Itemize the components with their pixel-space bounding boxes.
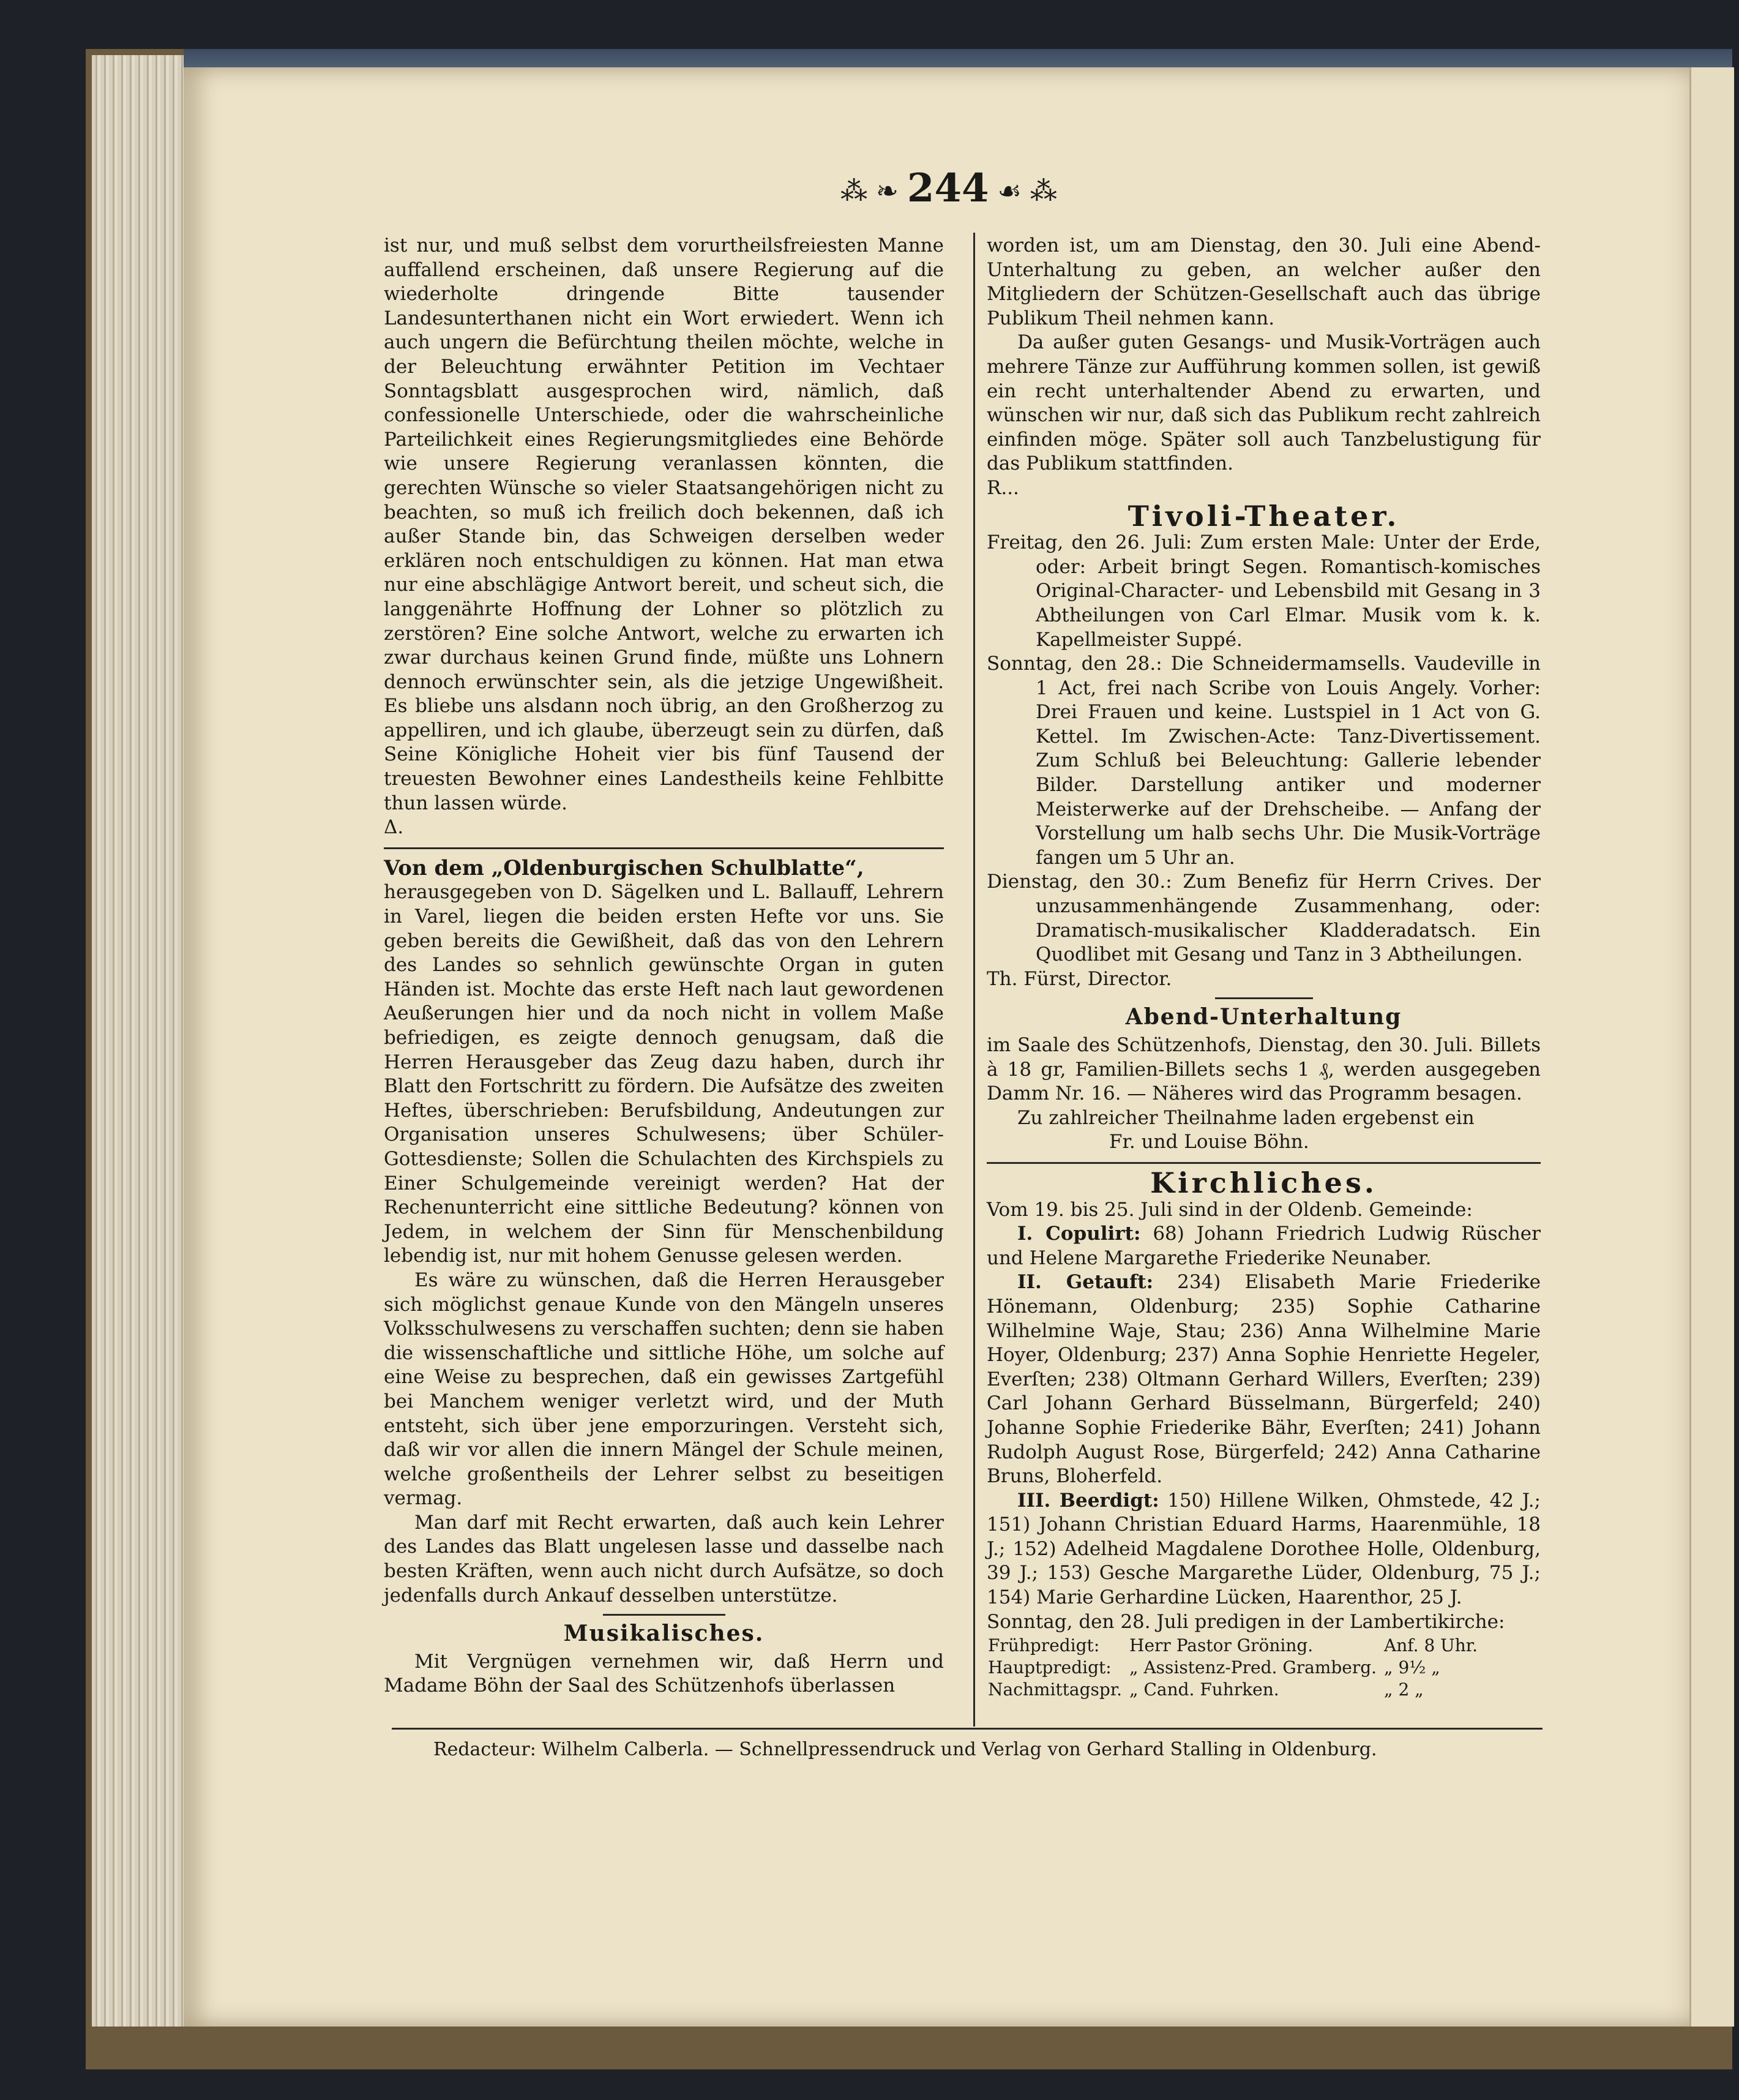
kirchliches-heading: Kirchliches. — [1150, 1166, 1377, 1199]
sermon-preacher: „ Assistenz-Pred. Gramberg. — [1129, 1657, 1377, 1678]
schulblatt-heading: Von dem „Oldenburgischen Schulblatte“, — [384, 855, 864, 880]
section-divider — [987, 1162, 1541, 1164]
abend-signature: Fr. und Louise Böhn. — [1109, 1131, 1309, 1153]
tivoli-heading: Tivoli-Theater. — [1128, 499, 1400, 533]
column-divider — [973, 233, 975, 1727]
schulblatt-text: herausgegeben von D. Sägelken und L. Ballauff, Lehrern in Varel, liegen die beiden ersten Hefte vor uns. Sie geben bereits die Gewißheit, daß das von den Lehrern des Landes so sehnlich gewünschte Organ in guten Händen ist. Mochte das erste Heft nach laut gewordenen Aeußerungen hier und da noch nicht in vollem Maße befriedigen, es zeigte dennoch genugsam, daß die Herren Herausgeber das Zeug dazu haben, durch ihr Blatt den Fortschritt zu fördern. Die Aufsätze des zweiten Heftes, überschrieben: Berufsbildung, Andeutungen zur Organisation unseres Schulwesens; über Schüler-Gottesdienste; Sollen die Schulachten des Kirchspiels zu Einer Schulgemeinde vereinigt werden? Hat der Rechenunterricht eine sittliche Bedeutung? können von Jedem, in welchem der Sinn für Menschenbildung lebendig ist, nur mit hohem Genusse gelesen werden. — [384, 881, 944, 1267]
abend-heading: Abend-Unterhaltung — [1125, 1004, 1402, 1030]
page-number-text: 244 — [907, 165, 989, 211]
sermon-service: Frühpredigt: — [988, 1635, 1100, 1656]
musik-text: Mit Vergnügen vernehmen wir, daß Herrn und Madame Böhn der Saal des Schützenhofs überlassen — [384, 1650, 944, 1697]
ornament-right-icon: ☙ ⁂ — [989, 176, 1057, 207]
imprint-footer: Redacteur: Wilhelm Calberla. — Schnellpressendruck und Verlag von Gerhard Stalling in Oldenburg. — [433, 1739, 1377, 1760]
sermon-preacher: „ Cand. Fuhrken. — [1129, 1679, 1279, 1700]
article-signature: Δ. — [384, 816, 404, 839]
musik-signature: R... — [987, 476, 1019, 499]
left-column — [384, 234, 944, 1698]
table-row — [988, 1679, 1484, 1700]
section-divider — [1215, 997, 1313, 999]
getauft-label: II. Getauft: — [1017, 1271, 1154, 1294]
beerdigt-text: 150) Hillene Wilken, Ohmstede, 42 J.; 151) Johann Christian Eduard Harms, Haarenmühle, 18 J.; 152) Adelheid Magdalene Dorothee Holle, Oldenburg, 39 J.; 153) Gesche Margarethe Lüder, Oldenburg, 75 J.; 154) Marie Gerhardine Lücken, Haarenthor, 25 J. — [987, 1489, 1541, 1609]
article-text: ist nur, und muß selbst dem vorurtheilsfreiesten Manne auffallend erscheinen, daß unsere Regierung auf die wiederholte dringende Bitte tausender Landesunterthanen nicht ein Wort erwiedert. Wenn ich auch ungern die Befürchtung theilen möchte, welche in der Beleuchtung erwähnter Petition im Vechtaer Sonntagsblatt ausgesprochen wird, nämlich, daß confessionelle Unterschiede, oder die wahrscheinliche Parteilichkeit eines Regierungsmitgliedes eine Behörde wie unsere Regierung veranlassen könnten, die gerechten Wünsche so vieler Staatsangehörigen nicht zu beachten, so muß ich freilich doch bekennen, daß ich außer Stande bin, das Schweigen derselben weder erklären noch entschuldigen zu können. Hat man etwa nur eine abschlägige Antwort bereit, und scheut sich, die langgenährte Hoffnung der Lohner so plötzlich zu zerstören? Eine solche Antwort, welche zu erwarten ich zwar durchaus keinen Grund finde, müßte uns Lohnern dennoch erwünschter sein, als die jetzige Ungewißheit. Es bliebe uns alsdann noch übrig, an den Großherzog zu appelliren, und ich glaube, überzeugt sein zu dürfen, daß Seine Königliche Hoheit vier bis fünf Tausend der treuesten Bewohner eines Landestheils keine Fehlbitte thun lassen würde. — [384, 234, 944, 814]
facing-page-edge — [1689, 67, 1734, 2027]
abend-text: im Saale des Schützenhofs, Dienstag, den 30. Juli. Billets à 18 gr, Familien-Billets sechs 1 ₰, werden ausgegeben Damm Nr. 16. — Näheres wird das Programm besagen. — [987, 1034, 1541, 1105]
table-row — [988, 1657, 1484, 1678]
sermon-service: Nachmittagspr. — [988, 1679, 1123, 1700]
beerdigt-entry — [987, 1489, 1541, 1610]
sermon-time: Anf. 8 Uhr. — [1384, 1635, 1478, 1656]
copulirt-label: I. Copulirt: — [1017, 1223, 1141, 1245]
getauft-text: 234) Elisabeth Marie Friederike Hönemann, Oldenburg; 235) Sophie Catharine Wilhelmine Waje, Stau; 236) Anna Wilhelmine Marie Hoyer, Oldenburg; 237) Anna Sophie Henriette Hegeler, Everſten; 238) Oltmann Gerhard Willers, Everſten; 239) Carl Johann Gerhard Büsselmann, Bürgerfeld; 240) Johanne Sophie Friederike Bähr, Everſten; 241) Johann Rudolph August Rose, Bürgerfeld; 242) Anna Catharine Bruns, Bloherfeld. — [987, 1271, 1541, 1488]
sermon-time: „ 9½ „ — [1384, 1657, 1440, 1678]
sermon-preacher: Herr Pastor Gröning. — [1129, 1635, 1314, 1656]
musik-heading: Musikalisches. — [563, 1621, 765, 1647]
sermon-time: „ 2 „ — [1384, 1679, 1424, 1700]
ornament-left-icon: ⁂ ❧ — [840, 176, 907, 207]
section-divider — [384, 847, 944, 849]
musik-text-2: Da außer guten Gesangs- und Musik-Vorträgen auch mehrere Tänze zur Aufführung kommen sollen, ist gewiß ein recht unterhaltender Abend zu erwarten, und wünschen wir nur, daß sich das Publikum recht zahlreich einfinden möge. Später soll auch Tanzbelustigung für das Publikum stattfinden. — [987, 331, 1541, 475]
sermon-table — [987, 1634, 1485, 1701]
right-column — [987, 234, 1541, 1701]
section-divider — [603, 1614, 725, 1616]
page-number — [826, 165, 1071, 211]
schulblatt-text-2: Es wäre zu wünschen, daß die Herren Herausgeber sich möglichst genaue Kunde von den Mängeln unseres Volksschulwesens zu verschaffen suchten; denn sie haben die wissenschaftliche und sittliche Höhe, um solche auf eine Weise zu besprechen, daß ein gewisses Zartgefühl bei Manchem weniger verletzt wird, und der Muth entsteht, sich über jene emporzuringen. Versteht sich, daß wir vor allen die innern Mängel der Schule meinen, welche großentheils der Lehrer selbst zu beseitigen vermag. — [384, 1269, 944, 1510]
sermon-intro: Sonntag, den 28. Juli predigen in der Lambertikirche: — [987, 1610, 1505, 1633]
musik-continued: worden ist, um am Dienstag, den 30. Juli eine Abend-Unterhaltung zu geben, an welcher außer den Mitgliedern der Schützen-Gesellschaft auch das übrige Publikum Theil nehmen kann. — [987, 234, 1541, 329]
abend-invite: Zu zahlreicher Theilnahme laden ergebenst ein — [1017, 1106, 1475, 1129]
tivoli-friday: Freitag, den 26. Juli: Zum ersten Male: Unter der Erde, oder: Arbeit bringt Segen. Romantisch-komisches Original-Character- und Lebensbild mit Gesang in 3 Abtheilungen von Carl Elmar. Musik vom k. k. Kapellmeister Suppé. — [987, 531, 1541, 651]
tivoli-signature: Th. Fürst, Director. — [987, 967, 1172, 990]
kirchliches-intro: Vom 19. bis 25. Juli sind in der Oldenb. Gemeinde: — [987, 1198, 1473, 1221]
page-stack-edge — [92, 55, 190, 2027]
beerdigt-label: III. Beerdigt: — [1017, 1489, 1159, 1512]
tivoli-tuesday: Dienstag, den 30.: Zum Benefiz für Herrn Crives. Der unzusammenhängende Zusammenhang, oder: Dramatisch-musikalischer Kladderadatsch. Ein Quodlibet mit Gesang und Tanz in 3 Abtheilungen. — [987, 871, 1541, 966]
sermon-service: Hauptpredigt: — [988, 1657, 1112, 1678]
footer-divider — [392, 1728, 1543, 1730]
schulblatt-text-3: Man darf mit Recht erwarten, daß auch kein Lehrer des Landes das Blatt ungelesen lasse und dasselbe nach besten Kräften, wenn auch nicht durch Aufsätze, so doch jedenfalls durch Ankauf desselben unterstütze. — [384, 1511, 944, 1607]
table-row — [988, 1635, 1484, 1656]
getauft-entry — [987, 1270, 1541, 1488]
tivoli-sunday: Sonntag, den 28.: Die Schneidermamsells. Vaudeville in 1 Act, frei nach Scribe von Louis Angely. Vorher: Drei Frauen und keine. Lustspiel in 1 Act von G. Kettel. Im Zwischen-Acte: Tanz-Divertissement. Zum Schluß bei Beleuchtung: Gallerie lebender Bilder. Darstellung antiker und moderner Meisterwerke auf der Drehscheibe. — Anfang der Vorstellung um halb sechs Uhr. Die Musik-Vorträge fangen um 5 Uhr an. — [987, 653, 1541, 869]
copulirt-text: 68) Johann Friedrich Ludwig Rüscher und Helene Margarethe Friederike Neunaber. — [987, 1223, 1541, 1269]
copulirt-entry — [987, 1222, 1541, 1270]
